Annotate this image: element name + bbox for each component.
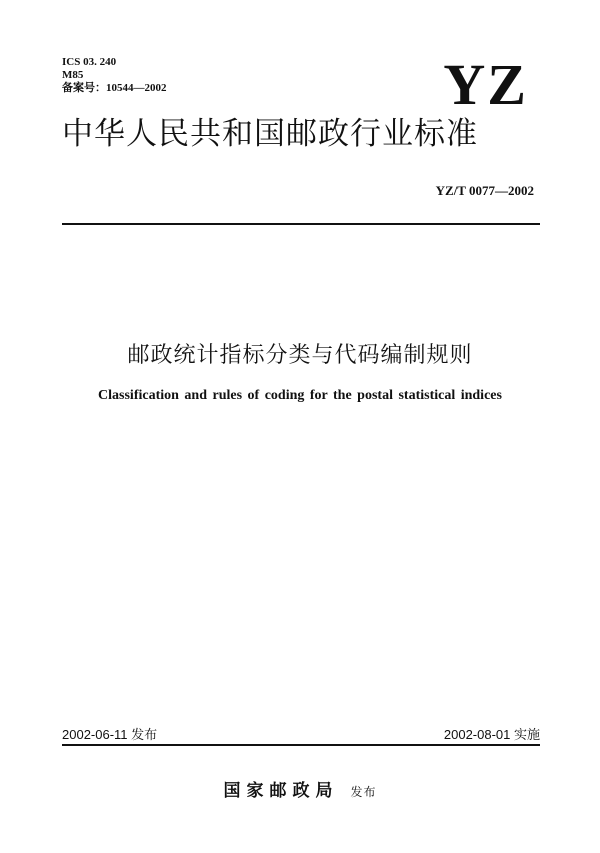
standard-number: YZ/T 0077—2002 (435, 183, 534, 198)
document-title-chinese: 邮政统计指标分类与代码编制规则 (127, 343, 473, 368)
standard-logo: YZ (443, 52, 528, 117)
issue-date: 2002-06-11 发布 (62, 727, 158, 742)
standard-category-title: 中华人民共和国邮政行业标准 (62, 116, 478, 152)
issuer-line (0, 776, 600, 801)
issuer-name: 国家邮政局 (223, 781, 339, 801)
document-title-english: Classification and rules of coding for the postal statistical indices (98, 388, 502, 403)
bottom-divider (62, 744, 540, 746)
top-divider (62, 223, 540, 225)
filing-number: 备案号：10544—2002 (62, 82, 167, 94)
implementation-date: 2002-08-01 实施 (443, 727, 540, 742)
issuer-suffix: 发布 (350, 785, 377, 799)
ics-code: ICS 03. 240 (62, 56, 117, 68)
classification-code: M85 (62, 69, 84, 81)
metadata-block (62, 56, 167, 95)
